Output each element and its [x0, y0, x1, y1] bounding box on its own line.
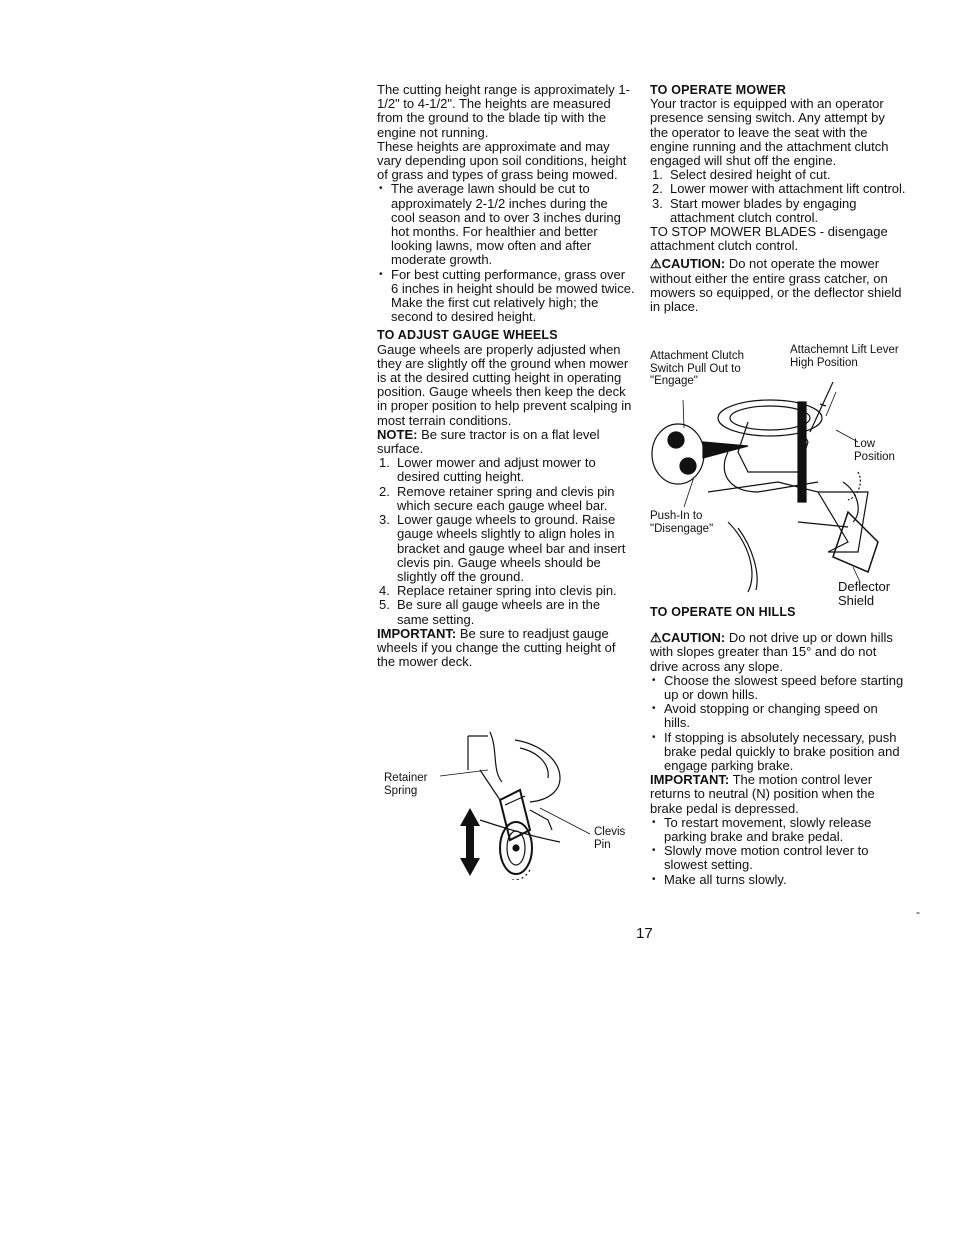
- step-item: [377, 584, 635, 598]
- important-paragraph: [650, 773, 906, 816]
- warning-icon: ⚠: [650, 256, 662, 272]
- low-position-label: Low Position: [854, 438, 895, 463]
- caution-label: CAUTION:: [661, 630, 726, 646]
- important-label: IMPORTANT:: [650, 772, 730, 788]
- step-text: Lower mower and adjust mower to desired cutting height.: [397, 455, 596, 485]
- bullet-item: • Choose the slowest speed before starting up or down hills.: [650, 674, 906, 702]
- step-text: Lower mower with attachment lift control.: [670, 181, 906, 197]
- bullet-item: • Slowly move motion control lever to slowest setting.: [650, 844, 906, 872]
- caution-text: Do not operate the mower without either the entire grass catcher, on mowers so equipped, or the deflector shield in place.: [650, 256, 902, 315]
- bullet-item: • Make all turns slowly.: [650, 873, 906, 887]
- step-number: 2.: [379, 483, 390, 499]
- bullet-item: • To restart movement, slowly release parking brake and brake pedal.: [650, 816, 906, 844]
- caution-label: CAUTION:: [661, 256, 726, 272]
- warning-icon: ⚠: [650, 630, 662, 646]
- right-column-upper: [650, 83, 906, 314]
- lift-lever-label: Attachemnt Lift Lever High Position: [790, 344, 899, 369]
- gauge-wheel-figure: [380, 730, 640, 880]
- tractor-controls-figure: [648, 342, 908, 612]
- note-text: Be sure tractor is on a flat level surface.: [377, 426, 600, 457]
- operate-mower-text: Your tractor is equipped with an operator presence sensing switch. Any attempt by the operator to leave the seat with the engine running and the attachment clutch engaged will shut off the engine.: [650, 96, 889, 169]
- operate-hills-heading: TO OPERATE ON HILLS: [650, 605, 796, 619]
- push-in-label: Push-In to "Disengage": [650, 510, 714, 535]
- bullet-item: • Avoid stopping or changing speed on hills.: [650, 702, 906, 730]
- important-paragraph: [377, 627, 635, 670]
- step-item: [650, 168, 906, 182]
- step-text: Select desired height of cut.: [670, 167, 831, 183]
- right-column-lower: [650, 605, 906, 887]
- retainer-spring-label: Retainer Spring: [384, 772, 428, 797]
- step-item: [377, 513, 635, 584]
- step-number: 2.: [652, 181, 663, 197]
- step-text: Lower gauge wheels to ground. Raise gauge wheels slightly to align holes in bracket and gauge wheel bar and insert clevis pin. Gauge wheels should be slightly off the ground.: [397, 512, 626, 584]
- step-number: 1.: [379, 455, 390, 471]
- clevis-pin-label: Clevis Pin: [594, 826, 626, 851]
- step-text: Replace retainer spring into clevis pin.: [397, 583, 617, 599]
- step-item: [650, 182, 906, 196]
- important-label: IMPORTANT:: [377, 625, 457, 641]
- step-number: 3.: [652, 195, 663, 211]
- step-item: [377, 598, 635, 626]
- caution-paragraph: [650, 257, 906, 314]
- caution-text: Do not drive up or down hills with slopes greater than 15° and do not drive across any slope.: [650, 630, 893, 674]
- bullet-item: • The average lawn should be cut to approximately 2-1/2 inches during the cool season and to over 3 inches during hot months. For healthier and better looking lawns, mow often and after moderate growth.: [377, 182, 635, 267]
- intro-paragraph-2: These heights are approximate and may vary depending upon soil conditions, height of grass and types of grass being mowed.: [377, 138, 627, 183]
- step-number: 1.: [652, 167, 663, 183]
- step-text: Start mower blades by engaging attachment clutch control.: [670, 195, 857, 225]
- step-number: 3.: [379, 512, 390, 528]
- step-item: [650, 197, 906, 225]
- edge-mark: -: [916, 905, 920, 919]
- left-column: [377, 83, 635, 669]
- stop-blades-text: TO STOP MOWER BLADES - disengage attachment clutch control.: [650, 224, 888, 254]
- step-item: [377, 456, 635, 484]
- step-item: [377, 485, 635, 513]
- step-number: 5.: [379, 597, 390, 613]
- deflector-shield-label: Deflector Shield: [838, 579, 891, 608]
- gauge-wheels-heading: TO ADJUST GAUGE WHEELS: [377, 328, 558, 343]
- gauge-wheels-text: Gauge wheels are properly adjusted when they are slightly off the ground when mower is at the desired cutting height in operating position. Gauge wheels then keep the deck in proper position to help prevent scalping in most terrain conditions.: [377, 341, 632, 428]
- gauge-wheel-illustration: [380, 730, 640, 880]
- step-number: 4.: [379, 583, 390, 599]
- clutch-switch-label: Attachment Clutch Switch Pull Out to "Engage": [650, 350, 744, 387]
- important-text: Be sure to readjust gauge wheels if you change the cutting height of the mower deck.: [377, 625, 616, 670]
- intro-paragraph-1: The cutting height range is approximately 1-1/2" to 4-1/2". The heights are measured from the ground to the blade tip with the engine not running.: [377, 82, 630, 140]
- step-text: Be sure all gauge wheels are in the same setting.: [397, 597, 601, 627]
- bullet-item: • If stopping is absolutely necessary, push brake pedal quickly to brake position and engage parking brake.: [650, 731, 906, 774]
- important-text: The motion control lever returns to neutral (N) position when the brake pedal is depressed.: [650, 772, 875, 816]
- step-text: Remove retainer spring and clevis pin which secure each gauge wheel bar.: [397, 483, 615, 513]
- caution-paragraph: [650, 631, 906, 674]
- note-label: NOTE:: [377, 426, 418, 442]
- operate-mower-heading: TO OPERATE MOWER: [650, 83, 787, 97]
- note-paragraph: [377, 428, 635, 456]
- page-number: 17: [636, 925, 653, 942]
- bullet-item: • For best cutting performance, grass over 6 inches in height should be mowed twice. Make the first cut relatively high; the second to desired height.: [377, 268, 635, 325]
